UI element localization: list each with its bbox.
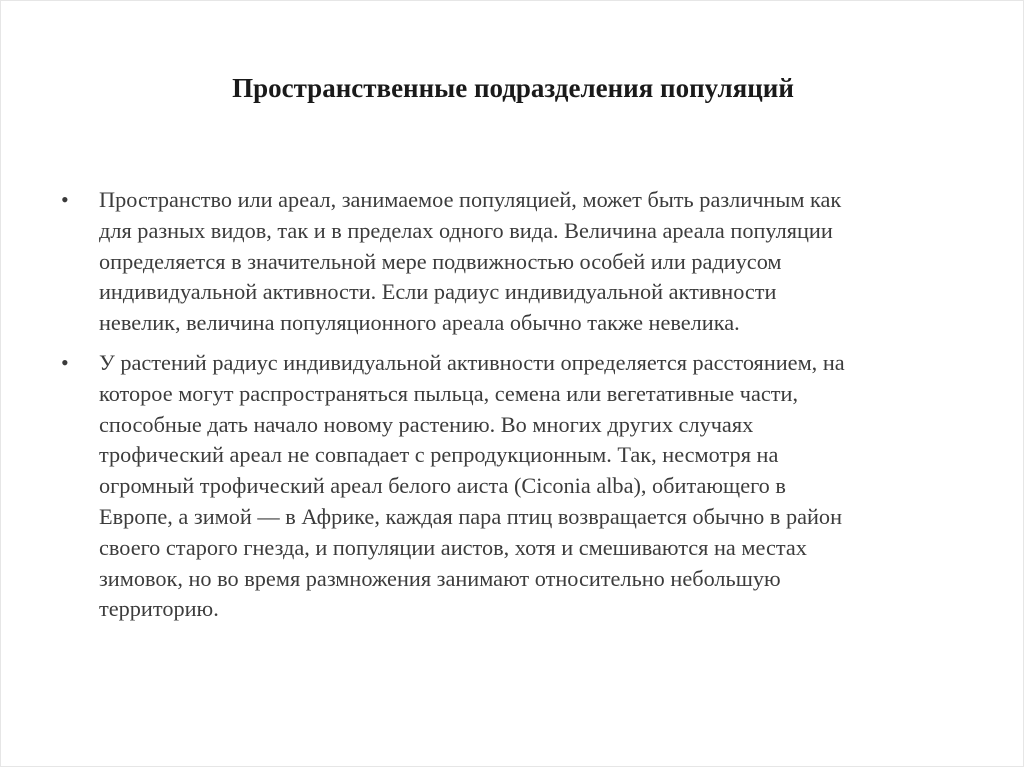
bullet-item-space-area	[1, 185, 1024, 339]
text-line: которое могут распространяться пыльца, семена или вегетативные части,	[99, 380, 799, 406]
text-line: зимовок, но во время размножения занимают относительно небольшую	[99, 565, 781, 591]
text-line: территорию.	[99, 596, 219, 622]
text-line: Пространство или ареал, занимаемое популяцией, может быть различным как	[99, 187, 842, 212]
text-line: способные дать начало новому растению. Во многих других случаях	[99, 411, 754, 437]
text-line: У растений радиус индивидуальной активности определяется расстоянием, на	[99, 349, 845, 375]
text-line: огромный трофический ареал белого аиста (Ciconia alba), обитающего в	[99, 473, 786, 499]
bullet-item-plants-activity	[1, 348, 1024, 625]
text-line: трофический ареал не совпадает с репродукционным. Так, несмотря на	[99, 442, 779, 468]
text-line: невелик, величина популяционного ареала обычно также невелика.	[99, 310, 740, 336]
text-line: для разных видов, так и в пределах одного вида. Величина ареала популяции	[99, 217, 833, 243]
text-line: определяется в значительной мере подвижностью особей или радиусом	[99, 248, 782, 274]
page-title: Пространственные подразделения популяций	[232, 73, 794, 103]
bullet-list	[1, 185, 1024, 634]
paragraph-text	[99, 348, 979, 625]
bullet-marker: •	[61, 187, 69, 212]
bullet-marker: •	[61, 349, 69, 375]
text-line: индивидуальной активности. Если радиус индивидуальной активности	[99, 279, 777, 305]
paragraph-text	[99, 185, 979, 339]
text-line: своего старого гнезда, и популяции аистов, хотя и смешиваются на местах	[99, 534, 807, 560]
text-line: Европе, а зимой — в Африке, каждая пара птиц возвращается обычно в район	[99, 503, 843, 529]
